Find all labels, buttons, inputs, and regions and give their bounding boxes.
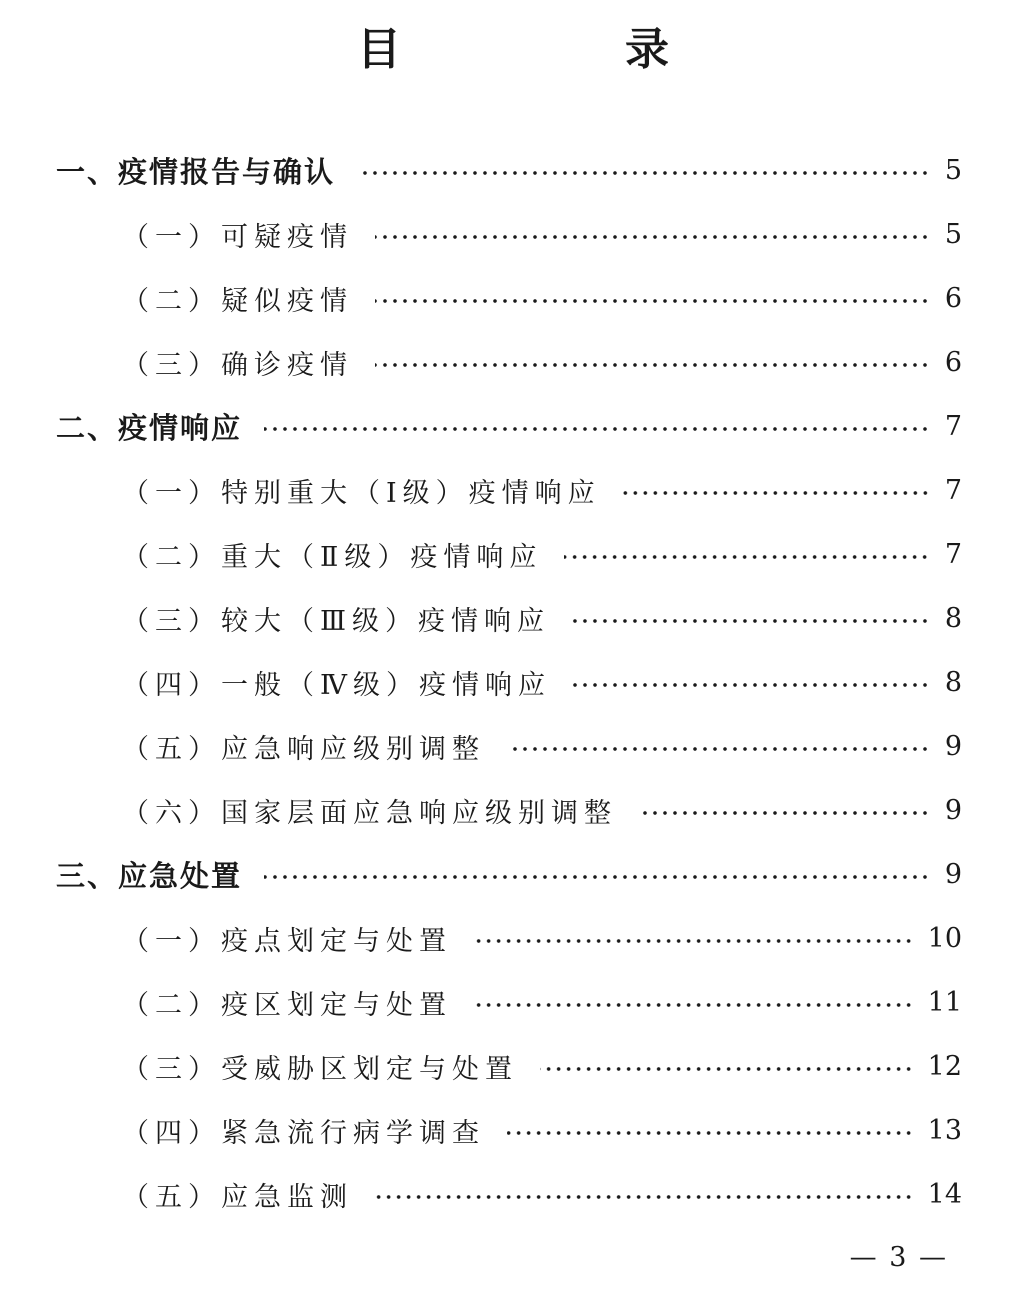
toc-entry-label: （五）应急监测 — [122, 1181, 353, 1213]
toc-entry-page: 9 — [944, 858, 962, 890]
dot-leader — [572, 619, 930, 623]
toc-entry[interactable] — [0, 842, 1026, 906]
dot-leader — [623, 491, 930, 495]
dot-leader — [264, 427, 930, 431]
toc-entry-page: 6 — [944, 282, 962, 314]
dot-leader — [375, 235, 930, 239]
toc-entry-page: 13 — [927, 1114, 962, 1146]
toc-entry-page: 10 — [927, 922, 962, 954]
toc-entry-page: 14 — [927, 1178, 962, 1210]
toc-entry[interactable] — [0, 202, 1026, 266]
toc-entry-label: （三）确诊疫情 — [122, 349, 353, 381]
toc-entry[interactable] — [0, 1162, 1026, 1226]
toc-entry-page: 7 — [944, 538, 962, 570]
toc-entry-label: （五）应急响应级别调整 — [122, 733, 485, 765]
toc-entry-label: （二）疫区划定与处置 — [122, 989, 452, 1021]
toc-entry-label: （三）受威胁区划定与处置 — [122, 1053, 518, 1085]
dot-leader — [474, 939, 914, 943]
toc-entry-page: 12 — [927, 1050, 962, 1082]
toc-entry[interactable] — [0, 330, 1026, 394]
dot-leader — [375, 363, 930, 367]
toc-entry-label: （一）可疑疫情 — [122, 221, 353, 253]
dot-leader — [564, 555, 930, 559]
toc-entry-label: （四）一般（Ⅳ级）疫情响应 — [122, 669, 551, 701]
toc-entry-page: 5 — [944, 154, 962, 186]
toc-entry[interactable] — [0, 650, 1026, 714]
toc-entry-page: 7 — [944, 410, 962, 442]
toc-entry[interactable] — [0, 778, 1026, 842]
dot-leader — [375, 299, 930, 303]
dot-leader — [507, 747, 930, 751]
toc-entry-label: （六）国家层面应急响应级别调整 — [122, 797, 617, 829]
toc-entry[interactable] — [0, 458, 1026, 522]
table-of-contents — [0, 138, 1026, 1226]
toc-entry-page: 7 — [944, 474, 962, 506]
dot-leader — [474, 1003, 914, 1007]
toc-entry[interactable] — [0, 970, 1026, 1034]
toc-entry[interactable] — [0, 1034, 1026, 1098]
toc-entry-page: 6 — [944, 346, 962, 378]
toc-entry-label: （四）紧急流行病学调查 — [122, 1117, 485, 1149]
toc-entry[interactable] — [0, 266, 1026, 330]
toc-entry[interactable] — [0, 906, 1026, 970]
toc-entry-page: 5 — [944, 218, 962, 250]
dot-leader — [573, 683, 930, 687]
dot-leader — [507, 1131, 914, 1135]
toc-entry-page: 9 — [944, 730, 962, 762]
toc-entry-page: 8 — [944, 666, 962, 698]
toc-entry-label: 二、疫情响应 — [56, 410, 243, 445]
toc-entry-label: （一）疫点划定与处置 — [122, 925, 452, 957]
toc-entry-page: 9 — [944, 794, 962, 826]
toc-entry[interactable] — [0, 138, 1026, 202]
toc-entry[interactable] — [0, 586, 1026, 650]
page-title: 目 录 — [357, 24, 759, 75]
page-number: — 3 — — [849, 1242, 948, 1273]
toc-entry-label: （二）重大（Ⅱ级）疫情响应 — [122, 541, 543, 573]
toc-entry-label: 一、疫情报告与确认 — [56, 154, 336, 189]
dot-leader — [357, 171, 930, 175]
dot-leader — [639, 811, 930, 815]
dot-leader — [264, 875, 930, 879]
dot-leader — [375, 1195, 914, 1199]
toc-entry[interactable] — [0, 522, 1026, 586]
toc-entry-page: 11 — [927, 986, 962, 1018]
toc-entry-label: （一）特别重大（Ⅰ级）疫情响应 — [122, 477, 601, 509]
dot-leader — [540, 1067, 914, 1071]
toc-entry[interactable] — [0, 394, 1026, 458]
toc-entry-label: （三）较大（Ⅲ级）疫情响应 — [122, 605, 551, 637]
toc-entry-page: 8 — [944, 602, 962, 634]
toc-entry-label: 三、应急处置 — [56, 858, 243, 893]
toc-entry[interactable] — [0, 1098, 1026, 1162]
toc-entry[interactable] — [0, 714, 1026, 778]
toc-entry-label: （二）疑似疫情 — [122, 285, 353, 317]
